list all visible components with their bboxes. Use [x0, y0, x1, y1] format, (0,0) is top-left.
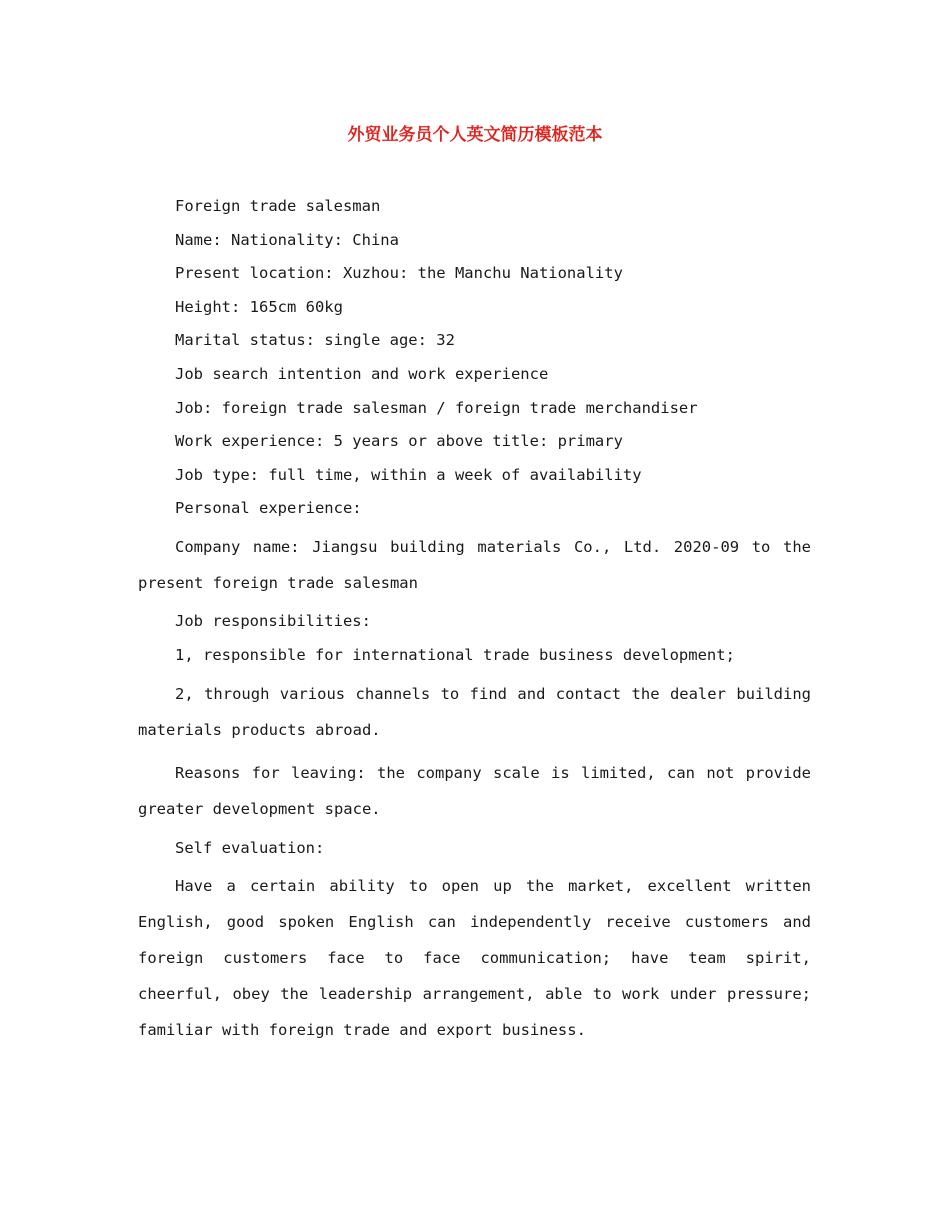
- responsibilities-heading: Job responsibilities:: [175, 612, 371, 631]
- intention-line: Job search intention and work experience: [175, 364, 549, 383]
- job-title-line: Foreign trade salesman: [175, 197, 381, 215]
- marital-line: Marital status: single age: 32: [175, 331, 455, 350]
- self-evaluation-paragraph: Have a certain ability to open up the market, excellent written English, good spoken English can independently receive customers and foreign customers face to face communication; have team spirit, cheerful, obey the leadership arrangement, able to work under pressure; familiar with foreign trade and export business.: [138, 877, 811, 1040]
- job-type-line: Job type: full time, within a week of availability: [175, 465, 642, 484]
- responsibility-item-1: 1, responsible for international trade business development;: [175, 646, 735, 665]
- company-paragraph: Company name: Jiangsu building materials Co., Ltd. 2020-09 to the present foreign trade salesman: [138, 537, 811, 592]
- personal-experience-heading: Personal experience:: [175, 499, 362, 518]
- height-line: Height: 165cm 60kg: [175, 297, 343, 316]
- document-title: 外贸业务员个人英文简历模板范本: [347, 125, 603, 145]
- responsibility-item-2: 2, through various channels to find and contact the dealer building materials products abroad.: [138, 684, 811, 739]
- experience-line: Work experience: 5 years or above title: primary: [175, 432, 623, 451]
- self-evaluation-heading: Self evaluation:: [175, 838, 325, 857]
- reasons-paragraph: Reasons for leaving: the company scale is limited, can not provide greater development space.: [138, 764, 811, 819]
- name-line: Name: Nationality: China: [175, 230, 399, 249]
- resume-body: [138, 193, 811, 1056]
- location-line: Present location: Xuzhou: the Manchu Nationality: [175, 264, 623, 283]
- job-line: Job: foreign trade salesman / foreign trade merchandiser: [175, 398, 698, 417]
